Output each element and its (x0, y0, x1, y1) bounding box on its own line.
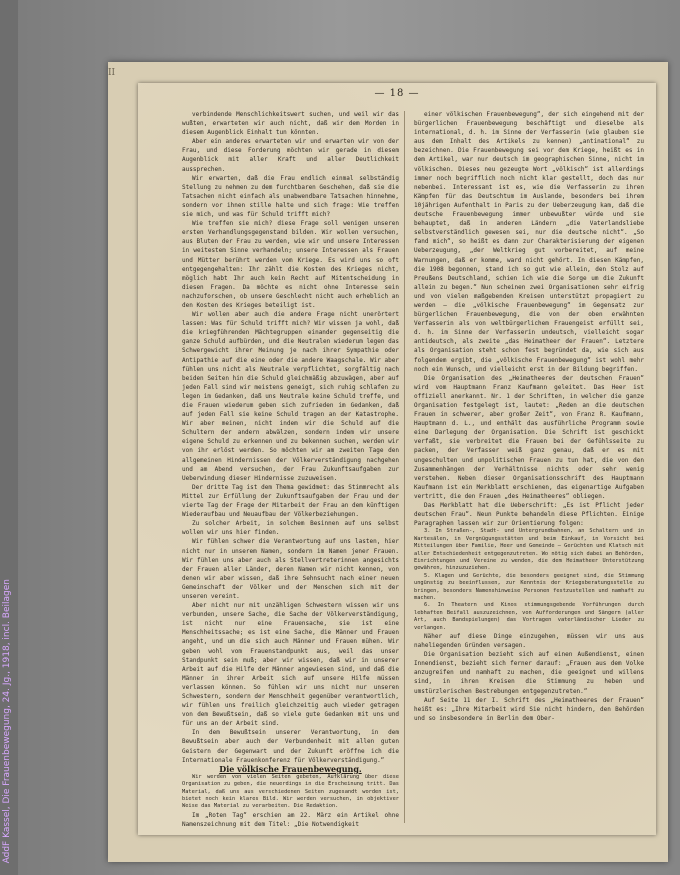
paragraph: verbindende Menschlichkeitswert suchen, und weil wir das wußten, erwarteten wir auch nicht, daß wir dem Morden in diesem Augenblick Einhalt tun könnten. (182, 111, 399, 137)
archive-sidebar (0, 0, 18, 875)
editorial-note: Wir werden von vielen Seiten gebeten, Aufklärung über diese Organisation zu geben, die neuerdings in die Erscheinung tritt. Das Material, daß uns aus verschiedenen Seiten zugesandt worden ist, bietet noch kein klares Bild. Wir werden versuchen, in objektiver Weise das Material zu verarbeiten. Die Redaktion. (182, 773, 399, 810)
paragraph: Zu solcher Arbeit, in solchem Besinnen auf uns selbst wollen wir uns hier finden. (182, 520, 399, 537)
paragraph: Wir fühlen schwer die Verantwortung auf uns lasten, hier nicht nur in unserem Namen, sondern im Namen jener Frauen. Wir fühlen uns aber auch als Stellvertreterinnen angesichts der Frauen aller Länder, deren Namen wir nicht kennen, von denen wir aber wissen, daß ihre Sehnsucht nach einer neuen Gemeinschaft der Völker und der Menschen sich mit der unseren vereint. (182, 538, 399, 600)
paragraph: Wir erwarten, daß die Frau endlich einmal selbständig Stellung zu nehmen zu dem furchtbaren Geschehen, daß sie die Tatsachen nicht einfach als unabwendbare Tatsachen hinnehme, sondern vor ihnen stille halte und sich frage: Wie treffen sie mich, und was für Schuld trifft mich? (182, 174, 399, 219)
archive-label: AddF Kassel, Die Frauenbewegung, 24. Jg., 1918, incl. Beilagen (2, 578, 12, 863)
list-item: 3. In Straßen-, Stadt- und Untergrundbahnen, an Schaltern und in Wartesälen, in Vergnügungsstätten und beim Einkauf, in Vorsicht bei Mitteilungen über Familie, Heer und Gemeinde — Gerüchten und Klatsch mit aller Entschiedenheit entgegenzutreten. Wo nötig sich dabei an Behörden, Einrichtungen und Vereine zu wenden, die dem Heimatheer Unterstützung gewähren, hinzuzuziehen. (414, 528, 644, 572)
paragraph: Die Organisation bezieht sich auf einen Außendienst, einen Innendienst, bezieht sich ferner darauf: „Frauen aus dem Volke anzugreifen und namhaft zu machen, die geeignet und willens sind, in ihren Kreisen die Stimmung zu heben und umstürzlerischen Bestrebungen entgegenzutreten.“ (414, 651, 644, 695)
paragraph: einer völkischen Frauenbewegung“, der sich eingehend mit der bürgerlichen Frauenbewegung beschäftigt und dieselbe als international, d. h. im Sinne der Verfasserin (wie glauben sie aus dem Inhalt des Artikels zu kennen) „antinational“ zu bezeichnen. Die Frauenbewegung sei vor dem Kriege, heißt es in dem Artikel, war nur deutsch im geographischen Sinne, nicht im völkischen. Dieses neu gezeugte Wort „völkisch“ ist allerdings immer noch begrifflich noch nicht klar gestellt, doch das nur nebenbei. Interessant ist es, wie die Verfasserin zu ihren Kämpfen für das Deutschtum im Auslande, besonders bei ihrem 10jährigen Aufenthalt in Paris zu der Ueberzeugung kam, daß die deutsche Frauenbewegung immer unbewußter würde und sie behauptet, daß in anderen Ländern „die Vaterlandsliebe selbstverständlich gewesen sei, nur die deutsche nicht“. „So fand mich“, so heißt es dann zur Charakterisierung der eigenen Ueberzeugung, „der Weltkrieg gut vorbereitet, auf meine Warnungen, daß er komme, ward nicht gehört. In diesen Kämpfen, die 1908 begonnen, stand ich so gut wie allein, den Stolz auf Preußens Deutschland, schien ich wie die Sorge um die Zukunft allein zu begen.“ Nun scheinen zwei Organisationen sehr eifrig und von vielen maßgebenden Kreisen unterstützt propagiert zu werden — die „völkische Frauenbewegung“ im Gegensatz zur bürgerlichen Frauenbewegung, die von der oben erwähnten Verfasserin als von weltbürgerlichem Frauengeist erfüllt sei, d. h. im Sinne der Verfasserin undeutsch, vielleicht sogar antideutsch, als zweite „das Heimatheer der Frauen“. Letztere als Organisation steht schon fest begründet da, wie sich aus folgendem ergibt, die „völkische Frauenbewegung“ ist wohl mehr noch ein Wunsch, und vielleicht erst in der Bildung begriffen. (414, 111, 644, 373)
left-column (182, 110, 399, 830)
list-item: 5. Klagen und Gerüchte, die besonders geeignet sind, die Stimmung ungünstig zu beeinflussen, zur Kenntnis der Kriegsberatungsstelle zu bringen, besonders Namenshinweise Personen festzustellen und namhaft zu machen. (414, 572, 644, 601)
paragraph: Näher auf diese Dinge einzugehen, müssen wir uns aus naheliegenden Gründen versagen. (414, 633, 644, 650)
paragraph: In dem Bewußtsein unserer Verantwortung, in dem Bewußtsein aber auch der Verbundenheit mit allen guten Geistern der Gegenwart und der Zukunft eröffne ich die Internationale Frauenkonferenz für Völkerverständigung.“ (182, 729, 399, 764)
page-number: — 18 — (374, 88, 420, 99)
paragraph: Die Organisation des „Heimatheeres der deutschen Frauen“ wird vom Hauptmann Franz Kaufmann geleitet. Das Heer ist offiziell anerkannt. Nr. 1 der Schriften, in welcher die ganze Organisation festgelegt ist, lautet: „Reden an die deutschen Frauen in schwerer, aber großer Zeit“, von Franz R. Kaufmann, Hauptmann d. L., und enthält das ausführliche Programm sowie eine Darlegung der Organisation. Die Schrift ist geschickt verfaßt, sie verbreitet die Frauen bei der Gefühlsseite zu packen, der Verfasser weiß ganz genau, daß er es mit ungeschulten und unpolitischen Frauen zu tun hat, die von den Zusammenhängen der Verhältnisse nichts oder sehr wenig verstehen. Neben dieser Organisationsschrift des Hauptmann Kaufmann ist ein Merkblatt erschienen, das eigenartige Aufgaben vertritt, die den Frauen „des Heimatheeres“ obliegen. (414, 374, 644, 500)
newspaper-page (138, 83, 656, 835)
paragraph: Auf Seite 11 der I. Schrift des „Heimatheeres der Frauen“ heißt es: „Ihre Mitarbeit wird Sie nicht hindern, den Behörden und so insbesondere in Berlin dem Ober- (414, 696, 644, 722)
paragraph: Wie treffen sie mich? diese Frage soll wenigen unseren ersten Verhandlungsgegenstand bilden. Wir wollen versuchen, aus Bluten der Frau zu werden, wie wir und unsere Interessen in weitestem Sinne verhandeln; unsere Interessen als Frauen und Mütter berührt werden vom Kriege. Es wird uns so oft entgegengehalten: Ihr zählt die Kosten des Krieges nicht, möglich habt Ihr auch kein Recht auf Mitentscheidung in diesen Fragen. Da möchte es nicht ohne Interesse sein nachzuforschen, ob unsere Geschlecht nicht auch erheblich an den Kosten des Krieges beteiligt ist. (182, 220, 399, 309)
column-divider (404, 111, 405, 823)
paragraph: Der dritte Tag ist dem Thema gewidmet: das Stimmrecht als Mittel zur Erfüllung der Zukunftsaufgaben der Frau und der vierte Tag der Frage der Mitarbeit der Frau an dem künftigen Wiederaufbau und Neuaufbau der Völkerbeziehungen. (182, 483, 399, 519)
section-heading: Die völkische Frauenbewegung. (219, 763, 362, 774)
edge-mark: II (108, 68, 116, 78)
right-column (414, 110, 644, 830)
paragraph: Wir wollen aber auch die andere Frage nicht unerörtert lassen: Was für Schuld trifft mich? Wir wissen ja wohl, daß die kriegführenden Mächtegruppen einander gegenseitig die ganze Schuld aufbürden, und die Neutralen wiederum legen das Schwergewicht ihrer Meinung je nach ihrer Sympathie oder Antipathie auf die eine oder die andere Waagschale. Wir aber fühlen uns nicht als Neutrale verpflichtet, sorgfältig nach beiden Seiten hin die Schuld gleichmäßig abzuwägen, aber auf jeden Fall sind wir meistens geneigt, sich ruhig schlafen zu legen im Gedanken, daß uns Neutrale keine Schuld treffe, und die Frauen wiederum geben sich zufrieden im Gedanken, daß auf jeden Fall sie keine Schuld tragen an der Katastrophe. Wir aber meinen, nicht indem wir die Schuld auf die Schultern der andern abwälzen, sondern indem wir unsere eigene Schuld zu erkennen und zu bekennen suchen, werden wir von ihr erlöst werden. So möchten wir am zweiten Tage den allgemeinen Hindernissen der Völkerverständigung nachgehen und am Abend versuchen, der Frau Zukunftsaufgaben zur Ueberwindung dieser Hindernisse zuzuweisen. (182, 311, 399, 482)
paragraph: Im „Roten Tag“ erschien am 22. März ein Artikel ohne Namenszeichnung mit dem Titel: „Die Notwendigkeit (182, 811, 399, 828)
paragraph: Aber ein anderes erwarteten wir und erwarten wir von der Frau, und diese Forderung möchten wir gerade in diesem Augenblick mit aller Kraft und aller Deutlichkeit aussprechen. (182, 138, 399, 173)
paragraph: Das Merkblatt hat die Ueberschrift: „Es ist Pflicht jeder deutschen Frau“. Neun Punkte behandeln diese Pflichten. Einige Paragraphen lassen wir zur Orientierung folgen: (414, 502, 644, 528)
paragraph: Aber nicht nur mit unzähligen Schwestern wissen wir uns verbunden, unsere Sache, die Sache der Völkerverständigung, ist nicht nur eine Frauensache, sie ist eine Menschheitssache; es ist eine Sache, die Männer und Frauen angeht, und um die sich auch Männer und Frauen mühen. Wir geben wohl vom Frauenstandpunkt aus, weil das unser Standpunkt sein muß; aber wir wissen, daß wir in unserer Arbeit auf die Hilfe der Männer angewiesen sind, und daß die Männer in ihrer Arbeit sich auf unsere Hilfe müssen verlassen können. So fühlen wir uns nicht nur unseren Schwestern, sondern der Menschheit gegenüber verantwortlich, wir fühlen uns freilich gleichzeitig auch wieder getragen von dem Bewußtsein, daß so viele gute Gedanken mit uns und für uns an der Arbeit sind. (182, 602, 399, 728)
list-item: 6. In Theatern und Kinos stimmungsgebende Vorführungen durch lebhaften Beifall auszuzeichnen, von Aufforderungen und Sängern (aller Art, auch Bandspielungen) das Vortragen vaterländischer Lieder zu verlangen. (414, 602, 644, 631)
